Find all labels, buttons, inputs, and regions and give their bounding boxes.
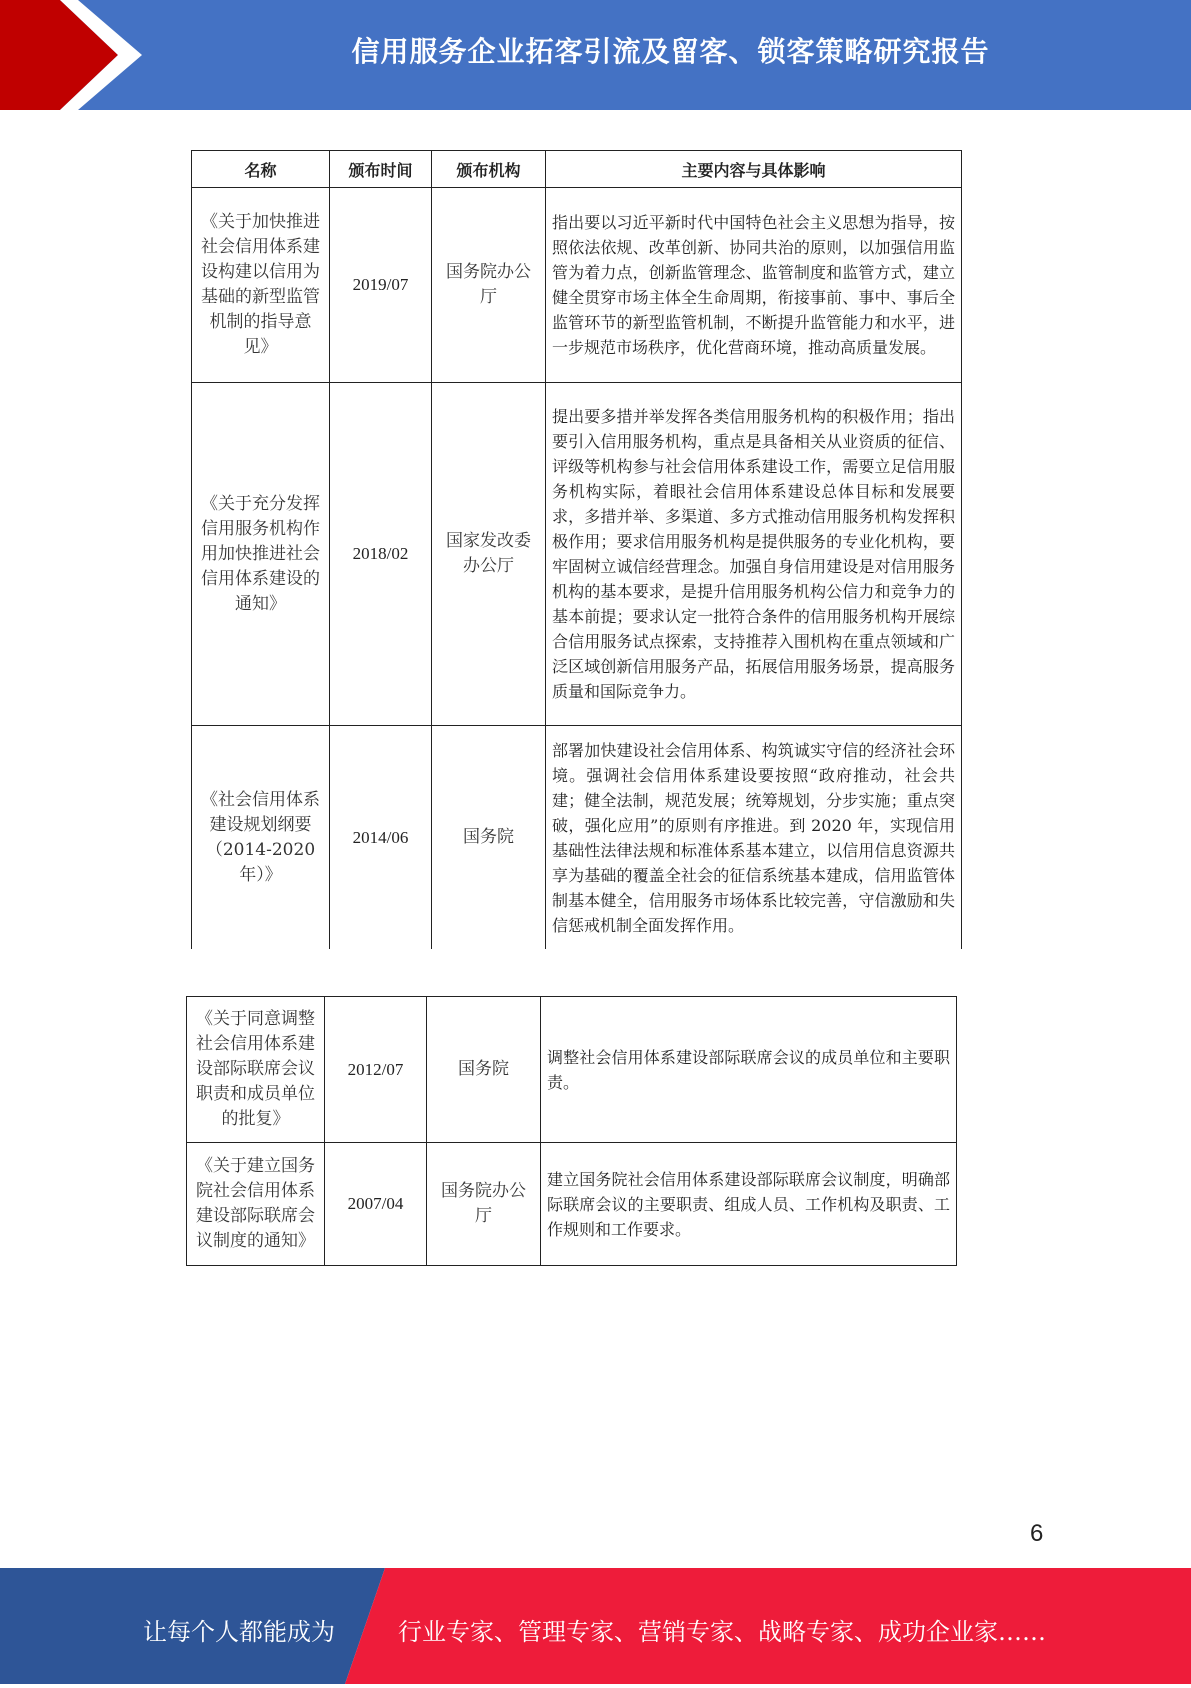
header-arrow-decoration	[0, 0, 160, 110]
table-header-row	[192, 151, 962, 188]
table-row	[192, 188, 962, 383]
policy-date: 2019/07	[330, 188, 432, 383]
table-row	[192, 726, 962, 950]
policy-org: 国务院	[432, 726, 546, 950]
policy-date: 2007/04	[325, 1143, 427, 1266]
policy-content: 提出要多措并举发挥各类信用服务机构的积极作用；指出要引入信用服务机构，重点是具备相关从业资质的征信、评级等机构参与社会信用体系建设工作，需要立足信用服务机构实际，着眼社会信用体系建设总体目标和发展要求，多措并举、多渠道、多方式推动信用服务机构发挥积极作用；要求信用服务机构是提供服务的专业化机构，要牢固树立诚信经营理念。加强自身信用建设是对信用服务机构的基本要求，是提升信用服务机构公信力和竞争力的基本前提；要求认定一批符合条件的信用服务机构开展综合信用服务试点探索，支持推荐入围机构在重点领域和广泛区域创新信用服务产品，拓展信用服务场景，提高服务质量和国际竞争力。	[546, 383, 962, 726]
column-header-date: 颁布时间	[330, 151, 432, 188]
policy-content: 调整社会信用体系建设部际联席会议的成员单位和主要职责。	[541, 997, 957, 1143]
footer-slogan-right: 行业专家、管理专家、营销专家、战略专家、成功企业家……	[398, 1618, 1046, 1646]
column-header-org: 颁布机构	[432, 151, 546, 188]
policy-table-continued	[186, 996, 957, 1266]
policy-org: 国务院办公厅	[432, 188, 546, 383]
policy-table	[191, 150, 962, 949]
page-header	[0, 0, 1191, 110]
page-number: 6	[1030, 1520, 1044, 1547]
policy-name: 《关于充分发挥信用服务机构作用加快推进社会信用体系建设的通知》	[192, 383, 330, 726]
policy-name: 《关于同意调整社会信用体系建设部际联席会议职责和成员单位的批复》	[187, 997, 325, 1143]
policy-name: 《关于加快推进社会信用体系建设构建以信用为基础的新型监管机制的指导意见》	[192, 188, 330, 383]
policy-date: 2012/07	[325, 997, 427, 1143]
table-row	[187, 997, 957, 1143]
policy-org: 国务院	[427, 997, 541, 1143]
policy-org: 国家发改委办公厅	[432, 383, 546, 726]
column-header-content: 主要内容与具体影响	[546, 151, 962, 188]
report-title: 信用服务企业拓客引流及留客、锁客策略研究报告	[351, 35, 990, 68]
policy-org: 国务院办公厅	[427, 1143, 541, 1266]
policy-content: 部署加快建设社会信用体系、构筑诚实守信的经济社会环境。强调社会信用体系建设要按照“政府推动，社会共建；健全法制，规范发展；统筹规划，分步实施；重点突破，强化应用”的原则有序推进。到 2020 年，实现信用基础性法律法规和标准体系基本建立，以信用信息资源共享为基础的覆盖全社会的征信系统基本建成，信用监管体制基本健全，信用服务市场体系比较完善，守信激励和失信惩戒机制全面发挥作用。	[546, 726, 962, 950]
table-row	[192, 383, 962, 726]
policy-name: 《关于建立国务院社会信用体系建设部际联席会议制度的通知》	[187, 1143, 325, 1266]
table-row	[187, 1143, 957, 1266]
footer-slogan-left: 让每个人都能成为	[143, 1618, 335, 1646]
policy-content: 建立国务院社会信用体系建设部际联席会议制度，明确部际联席会议的主要职责、组成人员、工作机构及职责、工作规则和工作要求。	[541, 1143, 957, 1266]
policy-name: 《社会信用体系建设规划纲要（2014-2020年）》	[192, 726, 330, 950]
policy-date: 2018/02	[330, 383, 432, 726]
policy-content: 指出要以习近平新时代中国特色社会主义思想为指导，按照依法依规、改革创新、协同共治的原则，以加强信用监管为着力点，创新监管理念、监管制度和监管方式，建立健全贯穿市场主体全生命周期，衔接事前、事中、事后全监管环节的新型监管机制，不断提升监管能力和水平，进一步规范市场秩序，优化营商环境，推动高质量发展。	[546, 188, 962, 383]
policy-date: 2014/06	[330, 726, 432, 950]
column-header-name: 名称	[192, 151, 330, 188]
